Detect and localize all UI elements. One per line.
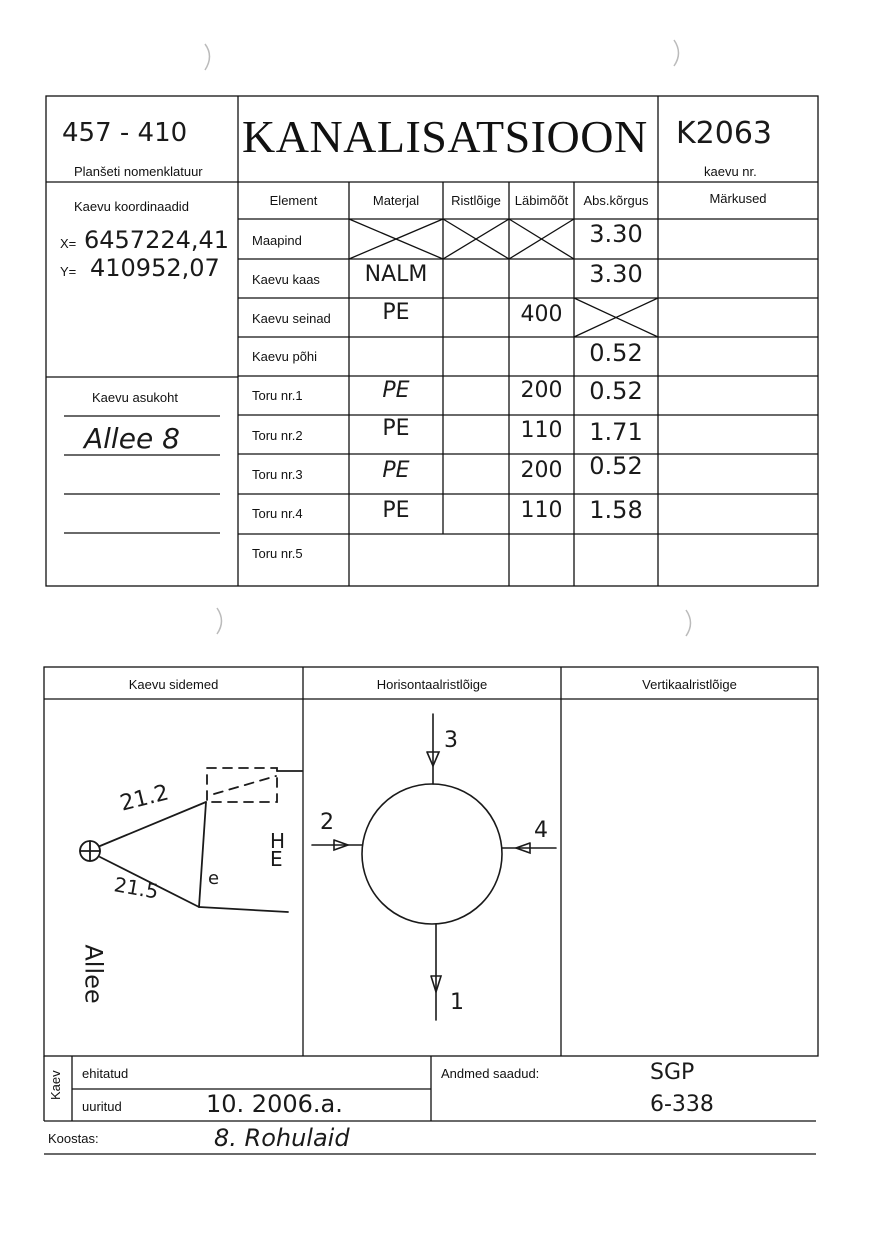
row-element: Toru nr.1 (252, 388, 303, 403)
col-header-notes: Märkused (709, 191, 767, 206)
row-element: Toru nr.3 (252, 467, 303, 482)
row-diameter: 400 (520, 302, 563, 327)
row-element: Kaevu põhi (252, 349, 318, 364)
distance-bottom: 21.5 (112, 872, 161, 904)
location-label: Kaevu asukoht (92, 390, 179, 405)
row-material: PE (382, 378, 410, 403)
col-header-height: Abs.kõrgus (583, 193, 649, 208)
row-height: 3.30 (589, 260, 643, 288)
row-material: PE (382, 416, 410, 441)
connections-header: Kaevu sidemed (128, 677, 219, 692)
row-height: 3.30 (589, 220, 643, 248)
street-label: Allee (79, 944, 108, 1004)
small-mark: e (208, 868, 220, 889)
row-diameter: 200 (520, 378, 563, 403)
author-label: Koostas: (48, 1131, 99, 1146)
side-letters: HE (270, 829, 286, 871)
pipe-1-label: 1 (450, 990, 464, 1015)
data-source-label: Andmed saadud: (441, 1066, 540, 1081)
sheet-number: 457 - 410 (62, 118, 188, 148)
row-diameter: 110 (520, 418, 563, 443)
pipe-4-label: 4 (534, 818, 548, 843)
data-source-2: 6-338 (650, 1092, 714, 1117)
row-material: PE (382, 498, 410, 523)
row-height: 0.52 (589, 377, 643, 405)
x-coordinate: 6457224,41 (84, 226, 230, 254)
row-diameter: 110 (520, 498, 563, 523)
row-material: NALM (364, 262, 428, 287)
row-height: 1.71 (589, 418, 643, 446)
row-element: Toru nr.2 (252, 428, 303, 443)
well-circle (362, 784, 502, 924)
row-material: PE (382, 458, 410, 483)
col-header-diameter: Läbimõõt (514, 193, 569, 208)
built-label: ehitatud (82, 1066, 129, 1081)
row-element: Maapind (252, 233, 302, 248)
well-side-label: Kaev (48, 1070, 63, 1100)
row-height: 0.52 (589, 452, 643, 480)
distance-top: 21.2 (117, 780, 172, 817)
y-prefix: Y= (60, 264, 77, 279)
well-number: K2063 (676, 116, 773, 151)
coordinates-label: Kaevu koordinaadid (74, 199, 189, 214)
surveyed-date: 10. 2006.a. (206, 1090, 343, 1118)
author-signature: 8. Rohulaid (214, 1124, 350, 1152)
vertical-section-header: Vertikaalristlõige (642, 677, 737, 692)
col-header-material: Materjal (372, 193, 420, 208)
pipe-2-label: 2 (320, 810, 334, 835)
y-coordinate: 410952,07 (90, 254, 220, 282)
row-element: Kaevu seinad (252, 311, 331, 326)
row-height: 1.58 (589, 496, 643, 524)
row-material: PE (382, 300, 410, 325)
horizontal-section-header: Horisontaalristlõige (376, 677, 488, 692)
row-diameter: 200 (520, 458, 563, 483)
page-title: KANALISATSIOON (242, 111, 648, 162)
location-value: Allee 8 (84, 422, 180, 455)
x-prefix: X= (60, 236, 77, 251)
row-height: 0.52 (589, 339, 643, 367)
col-header-element: Element (269, 193, 318, 208)
pipe-3-label: 3 (444, 728, 458, 753)
surveyed-label: uuritud (82, 1099, 122, 1114)
well-number-label: kaevu nr. (704, 164, 757, 179)
row-element: Kaevu kaas (252, 272, 320, 287)
row-element: Toru nr.5 (252, 546, 303, 561)
sheet-number-label: Planšeti nomenklatuur (74, 164, 203, 179)
col-header-section: Ristlõige (451, 193, 501, 208)
row-element: Toru nr.4 (252, 506, 303, 521)
data-source-1: SGP (650, 1060, 695, 1085)
